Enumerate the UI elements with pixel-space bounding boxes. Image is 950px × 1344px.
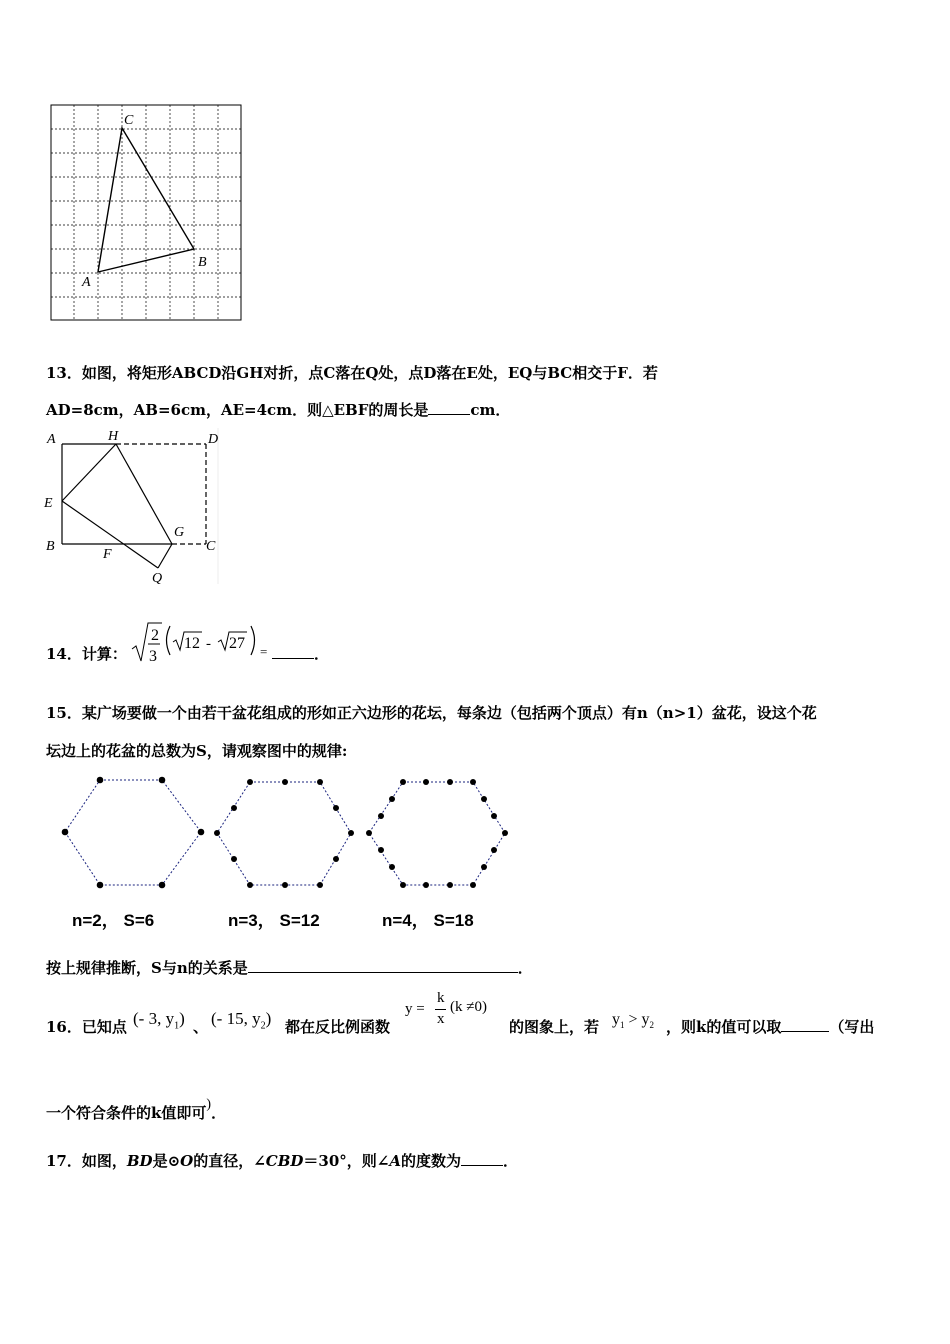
- q16-point-1-sub: 1: [174, 1020, 180, 1032]
- q17-pre: 17．如图，: [46, 1152, 127, 1170]
- q17-mid2: 的直径，∠: [193, 1152, 266, 1170]
- q16-separator: 、: [193, 1018, 209, 1036]
- q13-answer-blank: [428, 400, 470, 415]
- q16-function: [405, 990, 505, 1035]
- q13-line2-end: cm．: [470, 401, 511, 419]
- q16-prefix: 16．已知点: [46, 1018, 127, 1036]
- q16-ineq-y2: y: [641, 1011, 650, 1028]
- grid-triangle-figure: [50, 104, 244, 324]
- q16-mid: 都在反比例函数: [285, 1018, 391, 1036]
- q16-mid3-line: [666, 1016, 874, 1037]
- q14-answer-blank: [272, 644, 314, 659]
- label-q: Q: [152, 571, 163, 586]
- q16-fraction-bar: [435, 1009, 446, 1010]
- q17-cbd: CBD: [265, 1152, 304, 1170]
- q17-line: [46, 1150, 518, 1171]
- label-g: G: [174, 525, 185, 540]
- q16-point-1: (- 3, $y_1$): [133, 1009, 185, 1032]
- label-e: E: [44, 496, 53, 511]
- q17-mid3: ＝30°，则∠: [303, 1152, 390, 1170]
- label-c: C: [206, 539, 216, 554]
- q16-point-1-text: (- 3, y: [133, 1009, 175, 1028]
- label-f: F: [103, 547, 112, 562]
- caption-n4: n=4， S=18: [382, 911, 474, 930]
- label-h: H: [108, 429, 119, 444]
- q15-line3: [46, 957, 533, 978]
- q16-ineq-op: >: [624, 1011, 642, 1028]
- q13-line1: 13．如图，将矩形ABCD沿GH对折，点C落在Q处，点D落在E处，EQ与BC相交于F．若: [46, 364, 658, 382]
- q16-ineq-y2-sub: 2: [649, 1020, 655, 1031]
- q16-inequality: [612, 1011, 654, 1030]
- q15-line2: 坛边上的花盆的总数为S，请观察图中的规律:: [46, 742, 348, 760]
- q16-tail: （写出: [829, 1018, 875, 1036]
- q16-point-2-text: (- 15, y: [211, 1009, 261, 1028]
- q14-answer: [272, 643, 329, 664]
- q17-answer-blank: [461, 1151, 503, 1166]
- caption-n3: n=3， S=12: [228, 911, 320, 930]
- q14-radicand-2: 27: [229, 635, 245, 652]
- q16-point-2-sub: 2: [260, 1020, 266, 1032]
- q13-line2-text: AD=8cm，AB=6cm，AE=4cm．则△EBF的周长是: [46, 401, 429, 419]
- q16-line2-end: ．: [211, 1104, 227, 1122]
- q14-minus: -: [206, 636, 211, 652]
- q16-line2-text: 一个符合条件的k值即可: [46, 1104, 207, 1122]
- q15-line3-end: ．: [517, 959, 533, 977]
- label-a: A: [47, 432, 56, 447]
- q17-bd: BD: [126, 1152, 153, 1170]
- q15-answer-blank: [248, 958, 518, 973]
- label-d: D: [208, 432, 219, 447]
- rectangle-fold-figure: [40, 426, 230, 588]
- q16-line2: [46, 1097, 227, 1123]
- label-a: A: [82, 275, 91, 290]
- q14-radicand-1: 12: [184, 635, 200, 652]
- q14-frac-denominator: 3: [149, 648, 157, 665]
- hexagon-n4: [366, 779, 508, 888]
- q15-line3-text: 按上规律推断，S与n的关系是: [46, 959, 248, 977]
- q15-line1: 15．某广场要做一个由若干盆花组成的形如正六边形的花坛，每条边（包括两个顶点）有n（n>1）盆花，设这个花: [46, 704, 817, 722]
- q16-func-cond: (k ≠0): [450, 999, 487, 1015]
- q16-answer-blank: [781, 1017, 829, 1032]
- q14-frac-numerator: 2: [151, 627, 159, 644]
- q16-point-2: (- 15, $y_2$): [211, 1009, 272, 1032]
- q17-mid4: 的度数为: [401, 1152, 462, 1170]
- q13-line2: [46, 399, 510, 420]
- q16-func-y: y =: [405, 1001, 425, 1017]
- q17-end: ．: [503, 1152, 519, 1170]
- q16-func-x: x: [437, 1011, 445, 1027]
- q16-mid2: 的图象上，若: [509, 1018, 600, 1036]
- q16-ineq-y1-sub: 1: [620, 1020, 625, 1031]
- q16-ineq-y1: y: [612, 1011, 620, 1028]
- q16-mid3: ，则k的值可以取: [666, 1018, 782, 1036]
- label-c: C: [124, 113, 134, 128]
- q17-mid1: 是⊙: [152, 1152, 181, 1170]
- hexagon-n3: [214, 779, 354, 888]
- q17-a: A: [389, 1152, 402, 1170]
- caption-n2: n=2， S=6: [72, 911, 155, 930]
- q16-line2-paren: ): [206, 1097, 212, 1112]
- label-b: B: [46, 539, 55, 554]
- label-b: B: [198, 255, 207, 270]
- q14-prefix: 14．计算：: [46, 645, 127, 663]
- q17-o: O: [180, 1152, 194, 1170]
- q16-func-k: k: [437, 990, 445, 1006]
- q14-equals: =: [260, 644, 268, 659]
- hexagon-n2: [62, 777, 205, 889]
- q14-expression: [130, 617, 275, 669]
- q14-period: ．: [314, 645, 330, 663]
